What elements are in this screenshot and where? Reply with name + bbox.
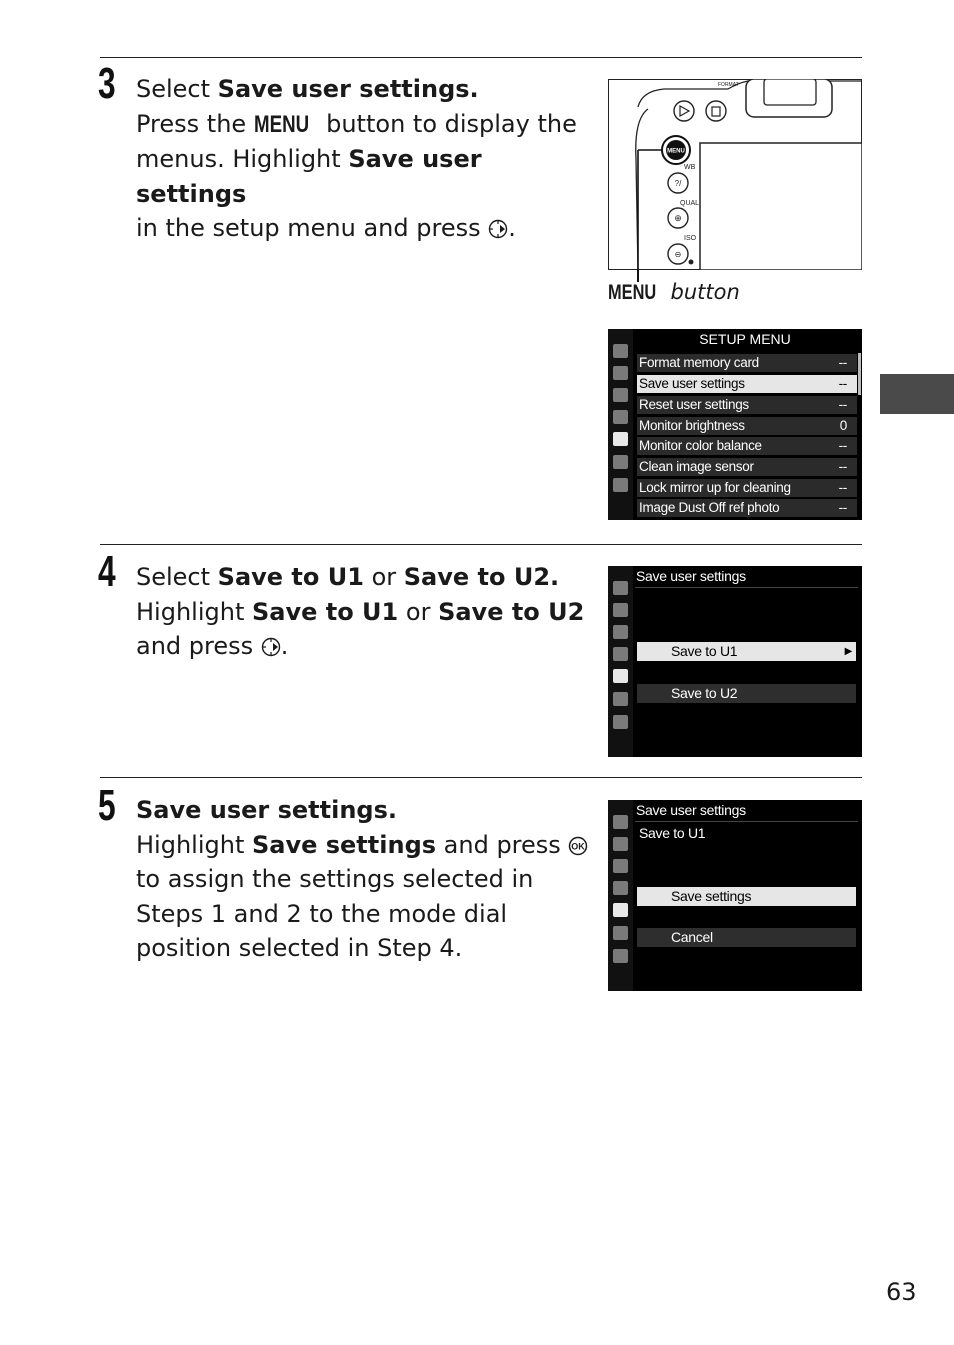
multi-selector-right-icon: [488, 219, 508, 239]
wrench-tab-icon: [613, 903, 628, 917]
my-menu-tab-icon: [613, 949, 628, 963]
svg-text:OK: OK: [571, 841, 586, 851]
confirm-save-screen: [608, 800, 862, 991]
pencil-tab-icon: [613, 647, 628, 661]
playback-tab-icon: [613, 581, 628, 595]
menu-button-label: MENU: [667, 148, 685, 155]
figure-caption: MENU button: [608, 280, 740, 304]
save-user-settings-screen: [608, 566, 862, 757]
svg-text:⊕: ⊕: [674, 213, 682, 223]
menu-item[interactable]: Image Dust Off ref photo --: [637, 499, 857, 517]
pencil-tab-icon: [613, 410, 628, 424]
menu-item[interactable]: Clean image sensor --: [637, 458, 857, 476]
camera-body-drawing: [608, 79, 862, 270]
ok-button-icon: [568, 836, 588, 856]
wrench-tab-icon: [613, 432, 628, 446]
qual-label: QUAL: [680, 200, 700, 207]
menu-tab-sidebar: [608, 566, 633, 757]
wb-label: WB: [684, 164, 696, 171]
menu-tab-sidebar: [608, 329, 633, 520]
movie-tab-icon: [613, 625, 628, 639]
setup-menu-screen: [608, 329, 862, 520]
svg-text:⊖: ⊖: [674, 250, 682, 259]
format-label: FORMAT: [718, 82, 739, 88]
menu-item[interactable]: Lock mirror up for cleaning --: [637, 479, 857, 497]
section-divider-step4: [100, 544, 862, 545]
step-5-text: Save user settings. Highlight Save settings and press OK to assign the settings selected in Steps 1 and 2 to the mode dial position selected in Step 4.: [136, 793, 596, 966]
retouch-tab-icon: [613, 455, 628, 469]
option-save-to-u2[interactable]: Save to U2: [637, 684, 856, 703]
menu-button-glyph: MENU: [253, 110, 309, 138]
step-heading: Select Save user settings.: [136, 75, 479, 103]
camera-tab-icon: [613, 366, 628, 380]
option-save-to-u1[interactable]: Save to U1 ▶: [637, 642, 856, 661]
screen-subtitle: Save to U1: [639, 825, 706, 841]
movie-tab-icon: [613, 388, 628, 402]
movie-tab-icon: [613, 859, 628, 873]
option-save-settings[interactable]: Save settings: [637, 887, 856, 906]
camera-tab-icon: [613, 837, 628, 851]
setup-menu-title: SETUP MENU: [699, 331, 791, 347]
step-heading: Select Save to U1 or Save to U2.: [136, 563, 560, 591]
camera-back-illustration: [608, 79, 862, 270]
menu-item[interactable]: Monitor color balance --: [637, 437, 857, 455]
iso-label: ISO: [684, 235, 697, 242]
menu-item-selected[interactable]: Save user settings --: [637, 375, 857, 393]
menu-item[interactable]: Monitor brightness 0: [637, 417, 857, 435]
wrench-tab-icon: [613, 669, 628, 683]
retouch-tab-icon: [613, 926, 628, 940]
chevron-right-icon: ▶: [844, 646, 852, 657]
retouch-tab-icon: [613, 692, 628, 706]
step-number: 4: [98, 547, 116, 596]
menu-item[interactable]: Format memory card --: [637, 354, 857, 372]
playback-tab-icon: [613, 815, 628, 829]
my-menu-tab-icon: [613, 478, 628, 492]
camera-tab-icon: [613, 603, 628, 617]
section-divider-step5: [100, 777, 862, 778]
my-menu-tab-icon: [613, 715, 628, 729]
step-4-text: Select Save to U1 or Save to U2. Highlight Save to U1 or Save to U2 and press .: [136, 560, 596, 664]
pencil-tab-icon: [613, 881, 628, 895]
step-number: 3: [98, 59, 116, 108]
step-number: 5: [98, 781, 116, 830]
multi-selector-right-icon: [261, 637, 281, 657]
menu-item[interactable]: Reset user settings --: [637, 396, 857, 414]
page-number: 63: [886, 1278, 917, 1306]
step-3-text: Select Save user settings. Press the MENU button to display the menus. Highlight Save user settings in the setup menu and press .: [136, 72, 596, 246]
step-heading: Save user settings.: [136, 796, 397, 824]
screen-title: Save user settings: [636, 568, 746, 584]
menu-tab-sidebar: [608, 800, 633, 991]
svg-text:?/: ?/: [674, 179, 682, 188]
section-divider-step3: [100, 57, 862, 58]
scrollbar[interactable]: [858, 353, 861, 395]
chapter-tab: [880, 374, 954, 414]
screen-title: Save user settings: [636, 802, 746, 818]
option-cancel[interactable]: Cancel: [637, 928, 856, 947]
